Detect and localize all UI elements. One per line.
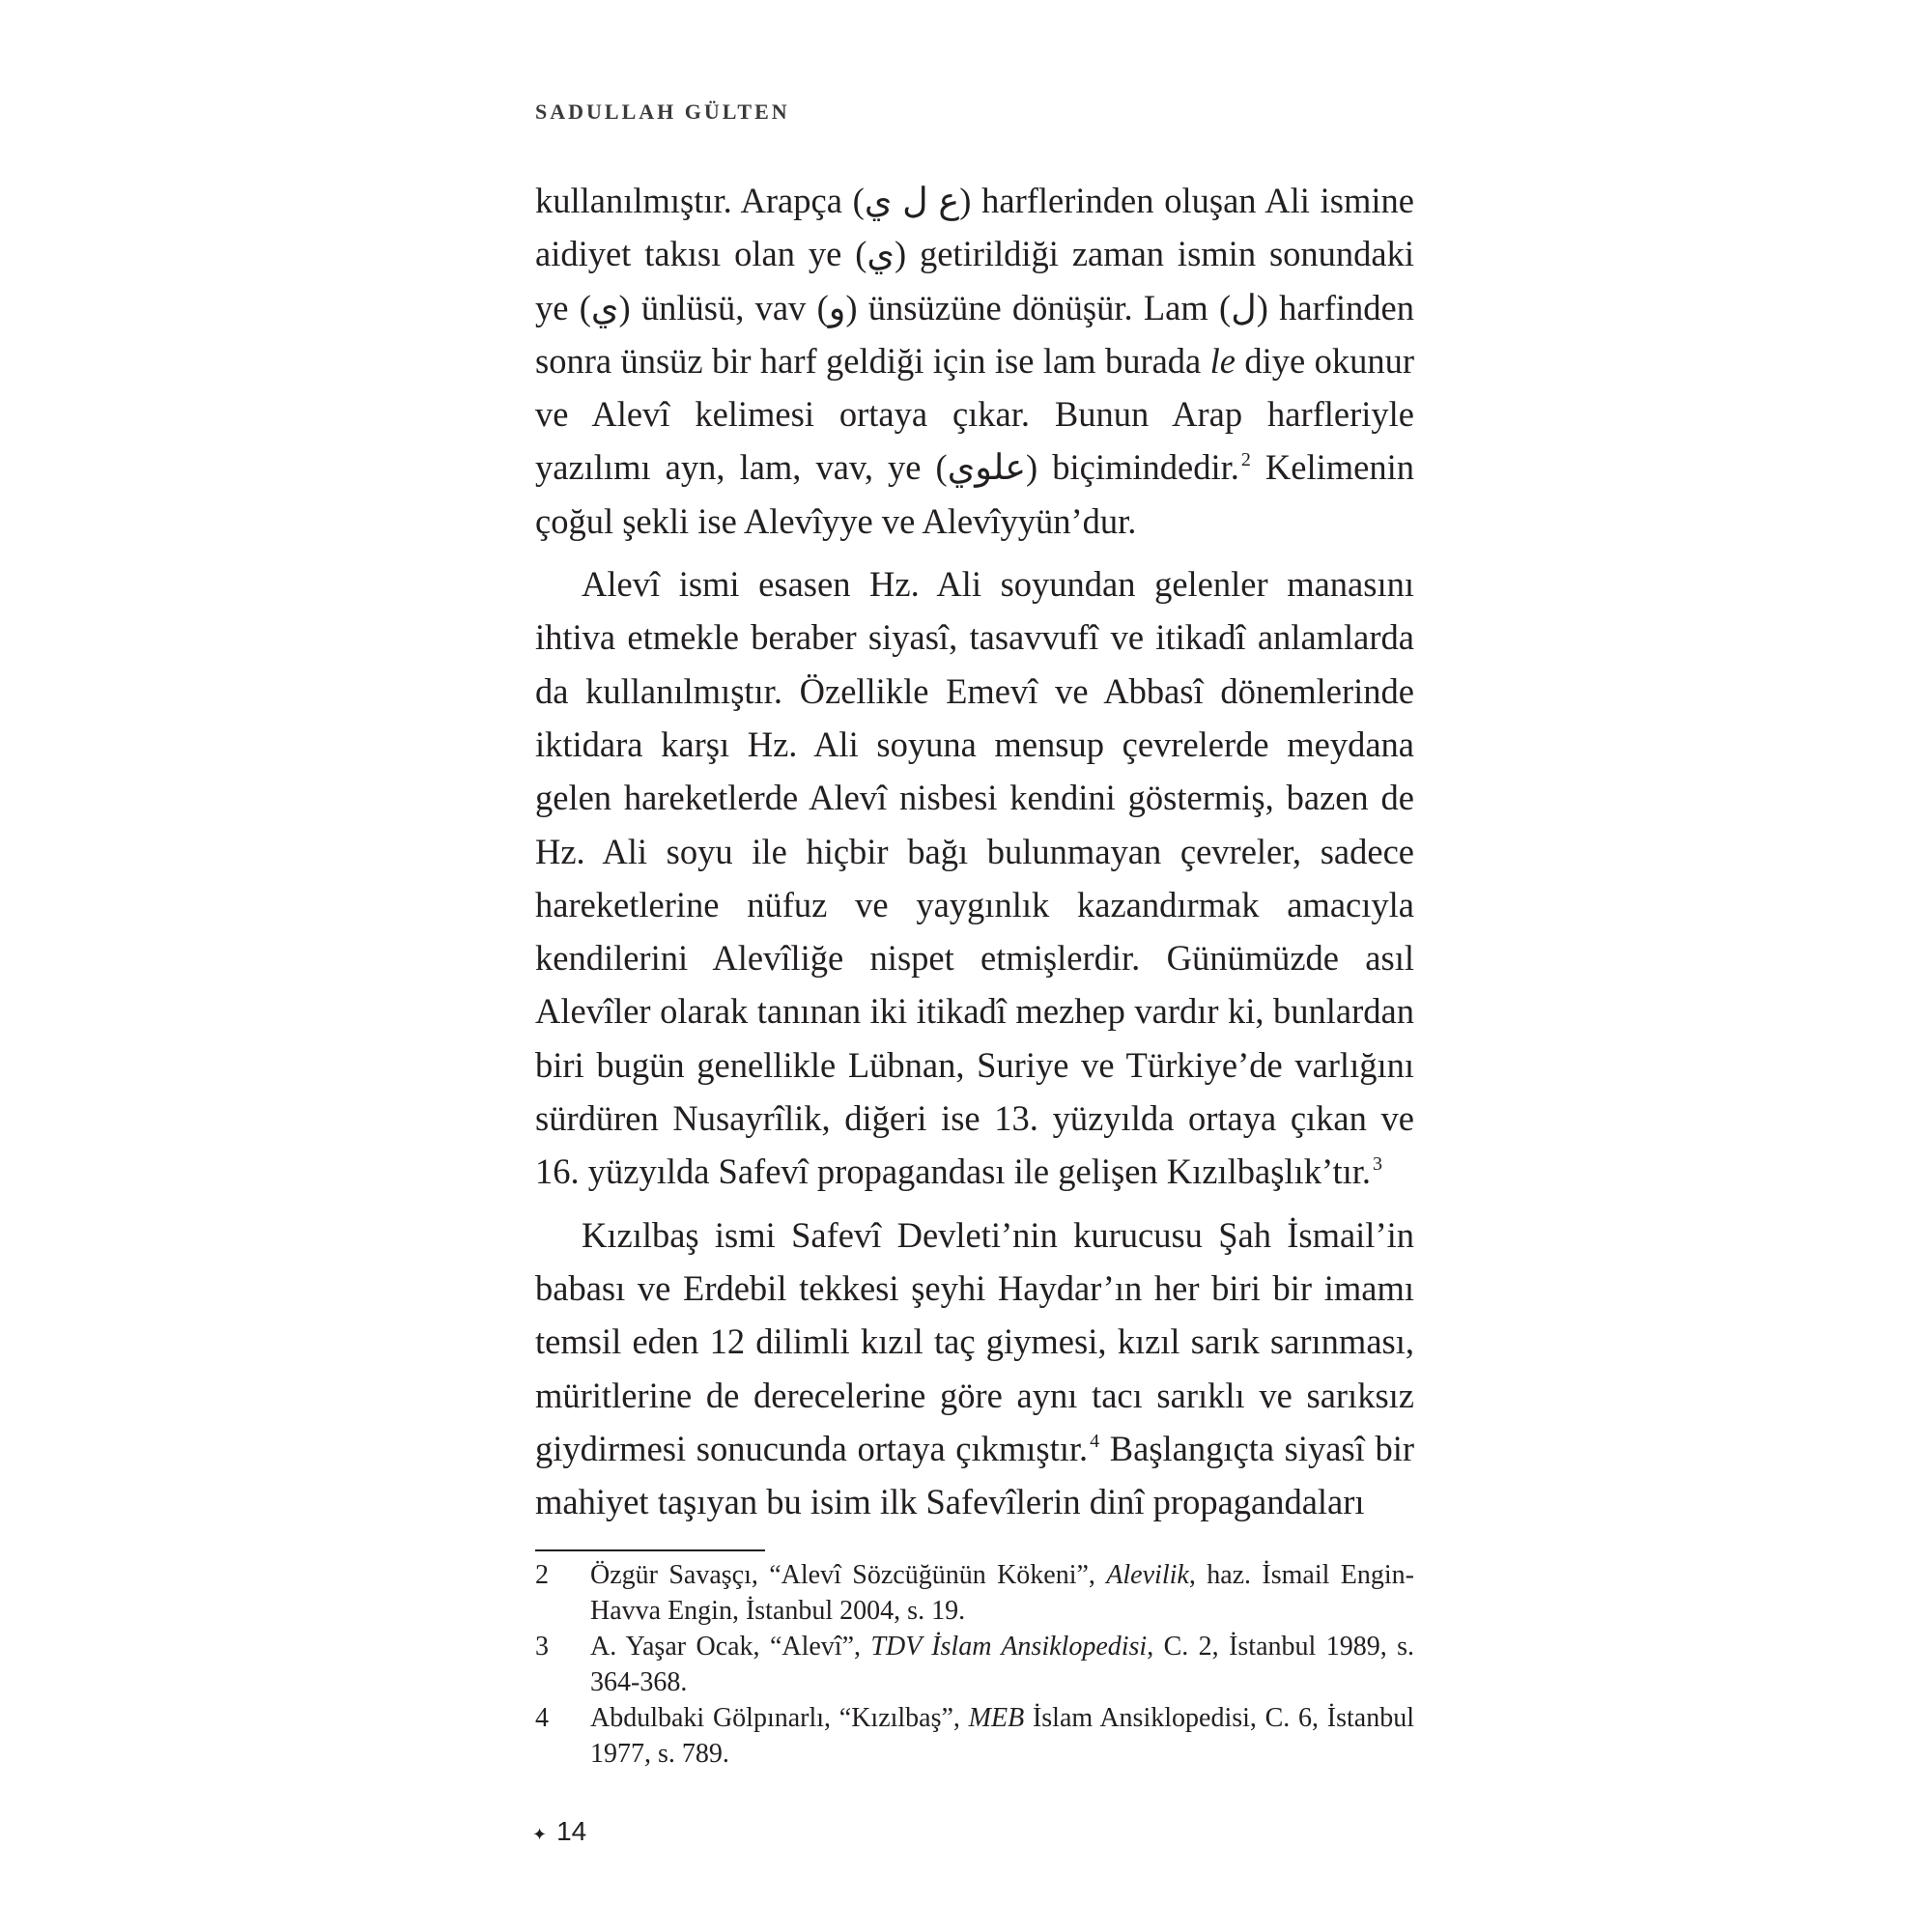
- footnote-reference: 4: [1090, 1430, 1100, 1452]
- page-number: 14: [556, 1816, 587, 1846]
- footnote: [535, 1557, 1414, 1629]
- italic-run: le: [1209, 340, 1236, 381]
- folio: [532, 1816, 586, 1847]
- footnote-text: [590, 1629, 1414, 1700]
- italic-run: Alevilik: [1106, 1560, 1189, 1590]
- paragraph: [535, 174, 1414, 548]
- footnote-text: [590, 1700, 1414, 1772]
- text-run: Abdulbaki Gölpınarlı, “Kızılbaş”,: [590, 1703, 969, 1733]
- text-run: kullanılmıştır. Arapça (ع ل ي) harflerinden oluşan Ali ismine aidiyet takısı olan ye (ي) getirildiği zaman ismin sonundaki ye (ي) ünlüsü, vav (و) ünsüzüne dönüşür. Lam (ل) harfinden sonra ünsüz bir harf geldiği için ise lam burada: [535, 181, 1415, 381]
- footnote-rule: [535, 1549, 765, 1551]
- footnote-number: 4: [535, 1703, 549, 1733]
- text-run: İslam Ansiklopedisi, C. 6, İstanbul 1977, s. 789.: [590, 1703, 1414, 1769]
- footnote-number: 3: [535, 1632, 549, 1662]
- footnotes: [535, 1557, 1414, 1772]
- footnote: [535, 1629, 1414, 1700]
- body-text: [535, 174, 1414, 1528]
- text-run: Kelimenin çoğul şekli ise Alevîyye ve Alevîyyün’dur.: [535, 447, 1415, 541]
- paragraph: [535, 557, 1414, 1199]
- footnote-reference: 3: [1373, 1153, 1382, 1176]
- footnote: [535, 1700, 1414, 1772]
- italic-run: MEB: [968, 1703, 1025, 1733]
- ornament-icon: ✦: [532, 1824, 548, 1844]
- footnote-number: 2: [535, 1560, 549, 1590]
- text-run: Kızılbaş ismi Safevî Devleti’nin kurucusu Şah İsmail’in babası ve Erdebil tekkesi şeyhi Haydar’ın her biri bir imamı temsil eden 12 dilimli kızıl taç giymesi, kızıl sarık sarınması, müritlerine de derecelerine göre aynı tacı sarıklı ve sarıksız giydirmesi sonucunda ortaya çıkmıştır.: [535, 1214, 1414, 1468]
- paragraph: [535, 1208, 1414, 1529]
- footnote-reference: 2: [1240, 449, 1251, 471]
- text-run: diye okunur ve Alevî kelimesi ortaya çıkar. Bunun Arap harfleriyle yazılımı ayn, lam, vav, ye (علوي) biçimindedir.: [535, 340, 1414, 488]
- text-run: Özgür Savaşçı, “Alevî Sözcüğünün Kökeni”,: [590, 1560, 1107, 1590]
- text-run: , haz. İsmail Engin-Havva Engin, İstanbul 2004, s. 19.: [590, 1560, 1414, 1626]
- footnote-text: [590, 1557, 1414, 1629]
- running-head: SADULLAH GÜLTEN: [535, 99, 790, 124]
- italic-run: TDV İslam Ansiklopedisi: [870, 1632, 1148, 1662]
- text-run: , C. 2, İstanbul 1989, s. 364-368.: [590, 1632, 1414, 1697]
- text-run: Başlangıçta siyasî bir mahiyet taşıyan bu isim ilk Safevîlerin dinî propagandaları: [535, 1428, 1414, 1522]
- text-run: A. Yaşar Ocak, “Alevî”,: [590, 1632, 871, 1662]
- text-run: Alevî ismi esasen Hz. Ali soyundan gelenler manasını ihtiva etmekle beraber siyasî, tasavvufî ve itikadî anlamlarda da kullanılmıştır. Özellikle Emevî ve Abbasî dönemlerinde iktidara karşı Hz. Ali soyuna mensup çevrelerde meydana gelen hareketlerde Alevî nisbesi kendini göstermiş, bazen de Hz. Ali soyu ile hiçbir bağı bulunmayan çevreler, sadece hareketlerine nüfuz ve yaygınlık kazandırmak amacıyla kendilerini Alevîliğe nispet etmişlerdir. Günümüzde asıl Alevîler olarak tanınan iki itikadî mezhep vardır ki, bunlardan biri bugün genellikle Lübnan, Suriye ve Türkiye’de varlığını sürdüren Nusayrîlik, diğeri ise 13. yüzyılda ortaya çıkan ve 16. yüzyılda Safevî propagandası ile gelişen Kızılbaşlık’tır.: [535, 564, 1414, 1192]
